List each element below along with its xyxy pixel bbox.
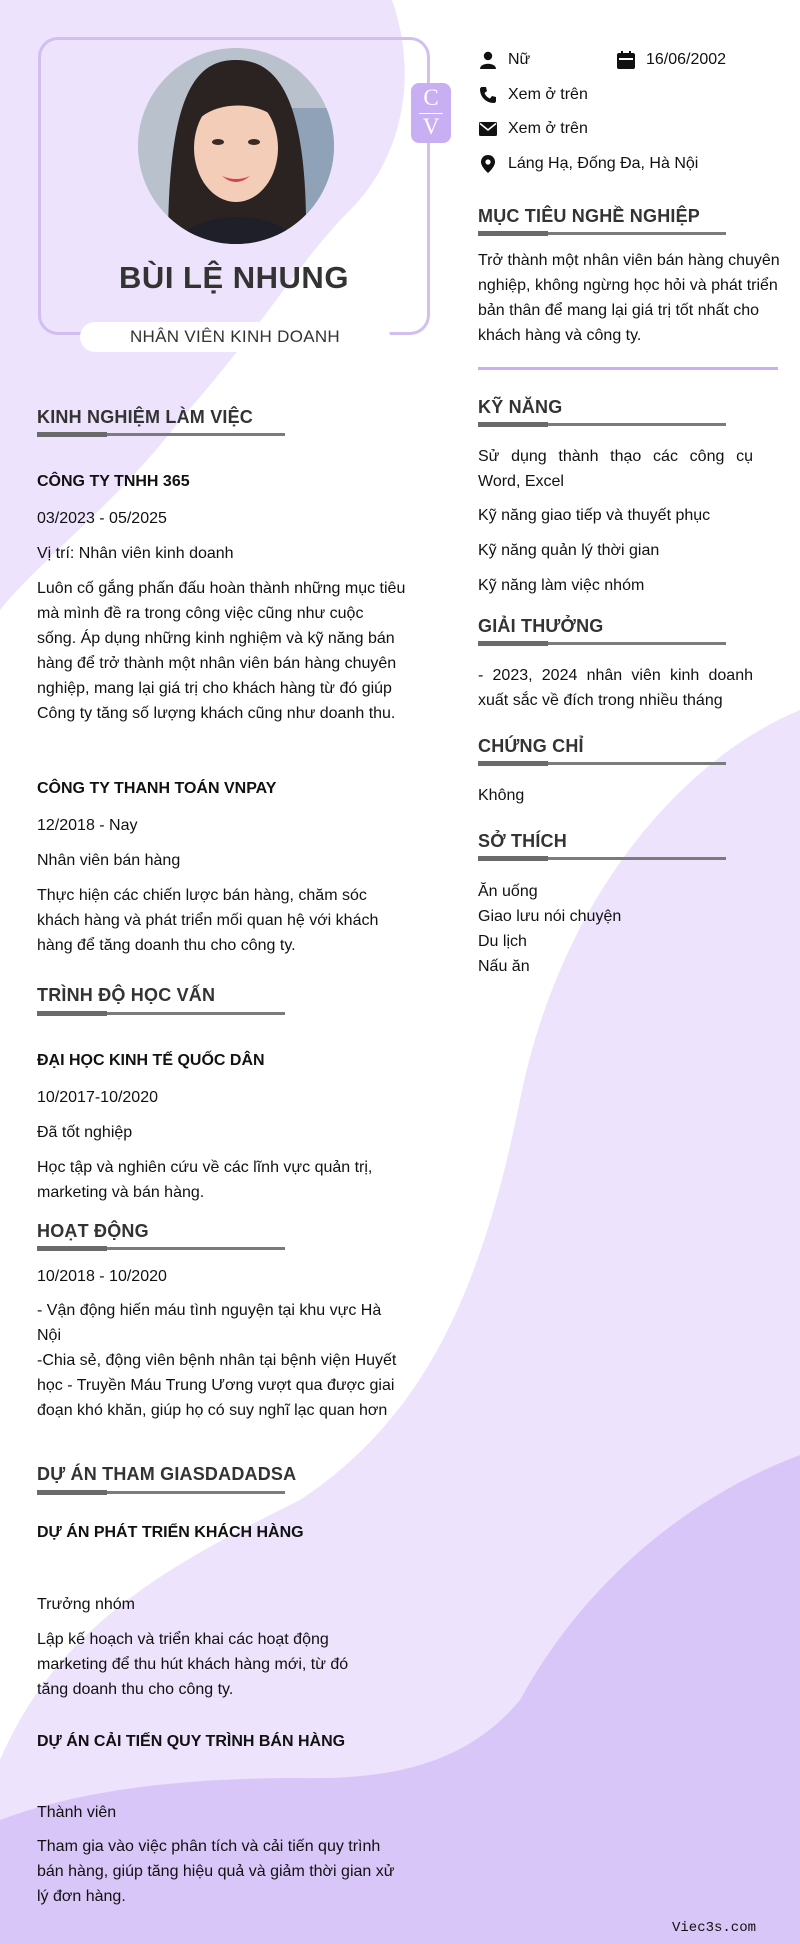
cv-badge [411, 83, 451, 143]
project-name: DỰ ÁN PHÁT TRIỂN KHÁCH HÀNG [37, 1524, 304, 1541]
hobby-item: Giao lưu nói chuyện [478, 908, 622, 925]
hobby-item: Ăn uống [478, 883, 538, 900]
objective-title: MỤC TIÊU NGHỀ NGHIỆP [478, 206, 701, 226]
contact-phone [478, 85, 588, 105]
experience-title: KINH NGHIỆM LÀM VIỆC [37, 407, 254, 427]
project-description: Lập kế hoạch và triển khai các hoạt động marketing để thu hút khách hàng mới, từ đó tăng doanh thu cho công ty. [37, 1631, 349, 1698]
hobbies-underline [478, 857, 726, 860]
awards-underline [478, 642, 726, 645]
activities-underline [37, 1247, 285, 1250]
candidate-role: NHÂN VIÊN KINH DOANH [80, 322, 390, 352]
address-value: Láng Hạ, Đống Đa, Hà Nội [508, 155, 699, 172]
education-status: Đã tốt nghiệp [37, 1124, 133, 1141]
avatar [138, 48, 334, 244]
cv-letter-v: V [422, 114, 440, 139]
awards-title: GIẢI THƯỞNG [478, 616, 604, 636]
activities-title: HOẠT ĐỘNG [37, 1221, 149, 1241]
education-description: Học tập và nghiên cứu về các lĩnh vực quản trị, marketing và bán hàng. [37, 1159, 373, 1201]
certificates-text: Không [478, 787, 525, 804]
projects-underline [37, 1491, 285, 1494]
job-description: Thực hiện các chiến lược bán hàng, chăm sóc khách hàng và phát triển mối quan hệ với khách hàng để tăng doanh thu cho công ty. [37, 887, 379, 954]
contact-address [478, 154, 698, 174]
activity-item: - Vận động hiến máu tình nguyện tại khu vực Hà Nội [37, 1302, 382, 1344]
job-period: 03/2023 - 05/2025 [37, 510, 167, 527]
education-period: 10/2017-10/2020 [37, 1089, 158, 1106]
skill-item: Kỹ năng làm việc nhóm [478, 577, 645, 594]
certificates-title: CHỨNG CHỈ [478, 736, 584, 756]
phone-value: Xem ở trên [508, 86, 588, 103]
calendar-icon [616, 50, 636, 70]
contact-birthday [616, 50, 726, 70]
gender-value: Nữ [508, 51, 531, 68]
cv-letter-c: C [423, 85, 439, 110]
education-school: ĐẠI HỌC KINH TẾ QUỐC DÂN [37, 1052, 265, 1069]
projects-title: DỰ ÁN THAM GIASDADADSA [37, 1464, 297, 1484]
contact-gender [478, 50, 530, 70]
location-pin-icon [478, 154, 498, 174]
phone-icon [478, 85, 498, 105]
skills-title: KỸ NĂNG [478, 397, 563, 417]
job-description: Luôn cố gắng phấn đấu hoàn thành những mục tiêu mà mình đề ra trong công việc cũng như cuộc sống. Áp dụng những kinh nghiệm và kỹ năng bán hàng để trở thành một nhân viên bán hàng chuyên nghiệp, mang lại giá trị cho khách hàng từ đó giúp Công ty tăng số lượng khách cũng như doanh thu. [37, 580, 406, 722]
skill-item: Kỹ năng quản lý thời gian [478, 542, 660, 559]
birthday-value: 16/06/2002 [646, 51, 727, 68]
hobby-item: Nấu ăn [478, 958, 530, 975]
email-icon [478, 119, 498, 139]
right-column-divider [478, 367, 778, 370]
certificates-underline [478, 762, 726, 765]
objective-underline [478, 232, 726, 235]
footer-brand: Viec3s.com [672, 1920, 757, 1936]
project-description: Tham gia vào việc phân tích và cải tiến quy trình bán hàng, giúp tăng hiệu quả và giảm thời gian xử lý đơn hàng. [37, 1838, 395, 1905]
job-company: CÔNG TY TNHH 365 [37, 473, 190, 490]
hobbies-title: SỞ THÍCH [478, 831, 567, 851]
candidate-name: BÙI LỆ NHUNG [119, 260, 349, 295]
skills-underline [478, 423, 726, 426]
project-role: Thành viên [37, 1804, 117, 1821]
job-position: Nhân viên bán hàng [37, 852, 181, 869]
hobby-item: Du lịch [478, 933, 527, 950]
skill-item: Kỹ năng giao tiếp và thuyết phục [478, 507, 711, 524]
user-icon [478, 50, 498, 70]
activities-period: 10/2018 - 10/2020 [37, 1268, 167, 1285]
activity-item: -Chia sẻ, động viên bệnh nhân tại bệnh viện Huyết học - Truyền Máu Trung Ương vượt qua được giai đoạn khó khăn, giúp họ có suy nghĩ lạc quan hơn [37, 1352, 397, 1419]
contact-email [478, 119, 588, 139]
education-underline [37, 1012, 285, 1015]
job-position: Vị trí: Nhân viên kinh doanh [37, 545, 234, 562]
job-company: CÔNG TY THANH TOÁN VNPAY [37, 780, 277, 797]
project-role: Trưởng nhóm [37, 1596, 135, 1613]
experience-underline [37, 433, 285, 436]
project-name: DỰ ÁN CẢI TIẾN QUY TRÌNH BÁN HÀNG [37, 1733, 346, 1750]
objective-text: Trở thành một nhân viên bán hàng chuyên nghiệp, không ngừng học hỏi và phát triển bản thân để mang lại giá trị tốt nhất cho khách hàng và công ty. [478, 252, 780, 344]
skill-item: Sử dụng thành thạo các công cụ Word, Excel [478, 448, 753, 490]
awards-text: - 2023, 2024 nhân viên kinh doanh xuất sắc về đích trong nhiều tháng [478, 667, 753, 709]
job-period: 12/2018 - Nay [37, 817, 138, 834]
email-value: Xem ở trên [508, 120, 588, 137]
education-title: TRÌNH ĐỘ HỌC VẤN [37, 985, 216, 1005]
